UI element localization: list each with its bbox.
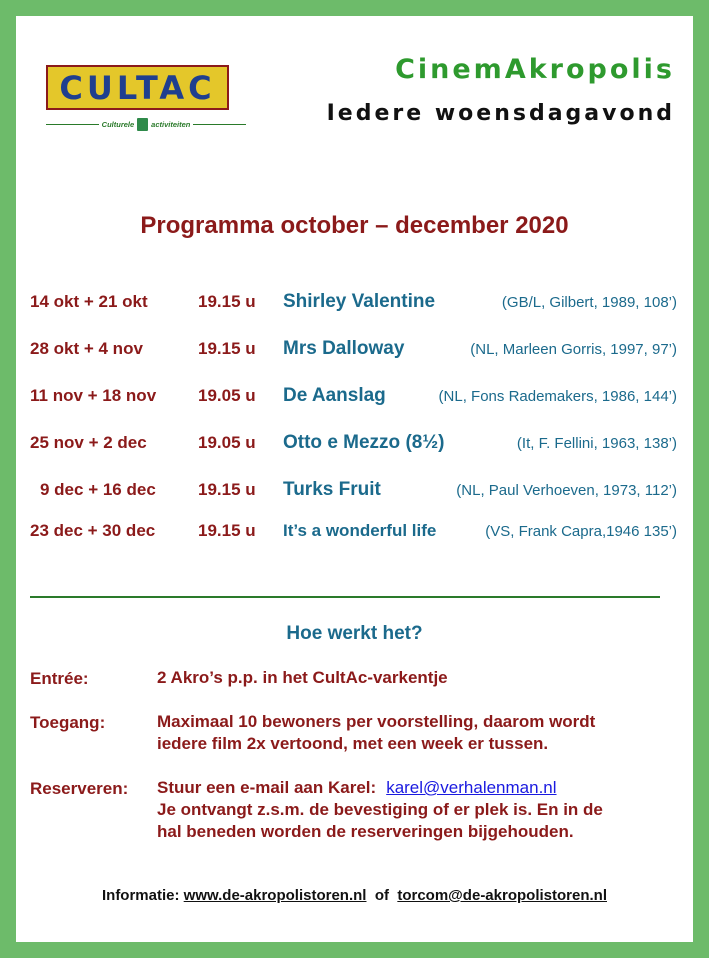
toegang-line: iedere film 2x vertoond, met een week er tussen.	[157, 734, 549, 753]
row-time: 19.15 u	[198, 480, 256, 499]
karel-email-link[interactable]: karel@verhalenman.nl	[386, 778, 557, 797]
row-dates: 25 nov + 2 dec	[30, 433, 147, 452]
row-film-title: De Aanslag	[283, 385, 386, 406]
logo-subtitle	[46, 118, 246, 131]
reserveren-intro: Stuur een e-mail aan Karel:	[157, 778, 377, 797]
row-dates: 14 okt + 21 okt	[30, 292, 148, 311]
program-row	[16, 433, 693, 459]
row-film-info: (VS, Frank Capra,1946 135’)	[485, 523, 677, 540]
row-dates: 9 dec + 16 dec	[40, 480, 156, 499]
cinema-subtitle: Iedere woensdagavond	[326, 101, 675, 126]
reserveren-line: hal beneden worden de reserveringen bijgehouden.	[157, 822, 574, 841]
program-title: Programma october – december 2020	[140, 212, 569, 239]
row-film-title: Turks Fruit	[283, 479, 381, 500]
flyer-page	[16, 16, 693, 942]
book-icon	[137, 118, 148, 131]
row-film-title: It’s a wonderful life	[283, 521, 437, 540]
row-film-title: Mrs Dalloway	[283, 338, 405, 359]
program-row	[16, 480, 693, 506]
website-link[interactable]: www.de-akropolistoren.nl	[183, 887, 367, 904]
row-film-info: (It, F. Fellini, 1963, 138’)	[516, 435, 677, 452]
toegang-line: Maximaal 10 bewoners per voorstelling, daarom wordt	[157, 712, 596, 731]
program-row	[16, 292, 693, 318]
program-row	[16, 521, 693, 547]
row-film-info: (NL, Fons Rademakers, 1986, 144’)	[438, 388, 677, 405]
entree-label: Entrée:	[30, 669, 89, 688]
row-dates: 11 nov + 18 nov	[30, 386, 157, 405]
reserveren-text	[157, 777, 603, 843]
program-row	[16, 339, 693, 365]
section-divider	[30, 596, 660, 598]
row-time: 19.05 u	[198, 386, 256, 405]
contact-email-link[interactable]: torcom@de-akropolistoren.nl	[397, 887, 607, 904]
entree-text: 2 Akro’s p.p. in het CultAc-varkentje	[157, 668, 448, 687]
row-film-info: (GB/L, Gilbert, 1989, 108’)	[501, 294, 677, 311]
logo-sub-left: Culturele	[101, 120, 135, 129]
toegang-text	[157, 711, 595, 755]
row-film-info: (NL, Paul Verhoeven, 1973, 112’)	[456, 482, 677, 499]
cinema-title: CinemAkropolis	[395, 54, 675, 85]
row-film-title: Otto e Mezzo (8½)	[283, 432, 445, 453]
row-film-title: Shirley Valentine	[283, 291, 436, 312]
logo-sub-right: activiteiten	[151, 120, 191, 129]
how-it-works-title: Hoe werkt het?	[286, 623, 423, 644]
logo-line-right	[193, 124, 246, 125]
cultac-logo	[46, 65, 229, 110]
row-time: 19.15 u	[198, 521, 256, 540]
toegang-label: Toegang:	[30, 713, 106, 732]
row-time: 19.15 u	[198, 292, 256, 311]
footer-of: of	[374, 887, 389, 904]
reserveren-label: Reserveren:	[30, 779, 129, 798]
logo-line-left	[46, 124, 99, 125]
program-row	[16, 386, 693, 412]
reserveren-line	[157, 777, 603, 799]
row-dates: 28 okt + 4 nov	[30, 339, 143, 358]
reserveren-line: Je ontvangt z.s.m. de bevestiging of er plek is. En in de	[157, 800, 603, 819]
row-time: 19.05 u	[198, 433, 256, 452]
row-film-info: (NL, Marleen Gorris, 1997, 97’)	[470, 341, 677, 358]
row-time: 19.15 u	[198, 339, 256, 358]
footer-label: Informatie:	[101, 887, 180, 904]
row-dates: 23 dec + 30 dec	[30, 521, 156, 540]
footer-info	[16, 887, 693, 904]
logo-text: CULTAC	[59, 68, 216, 107]
